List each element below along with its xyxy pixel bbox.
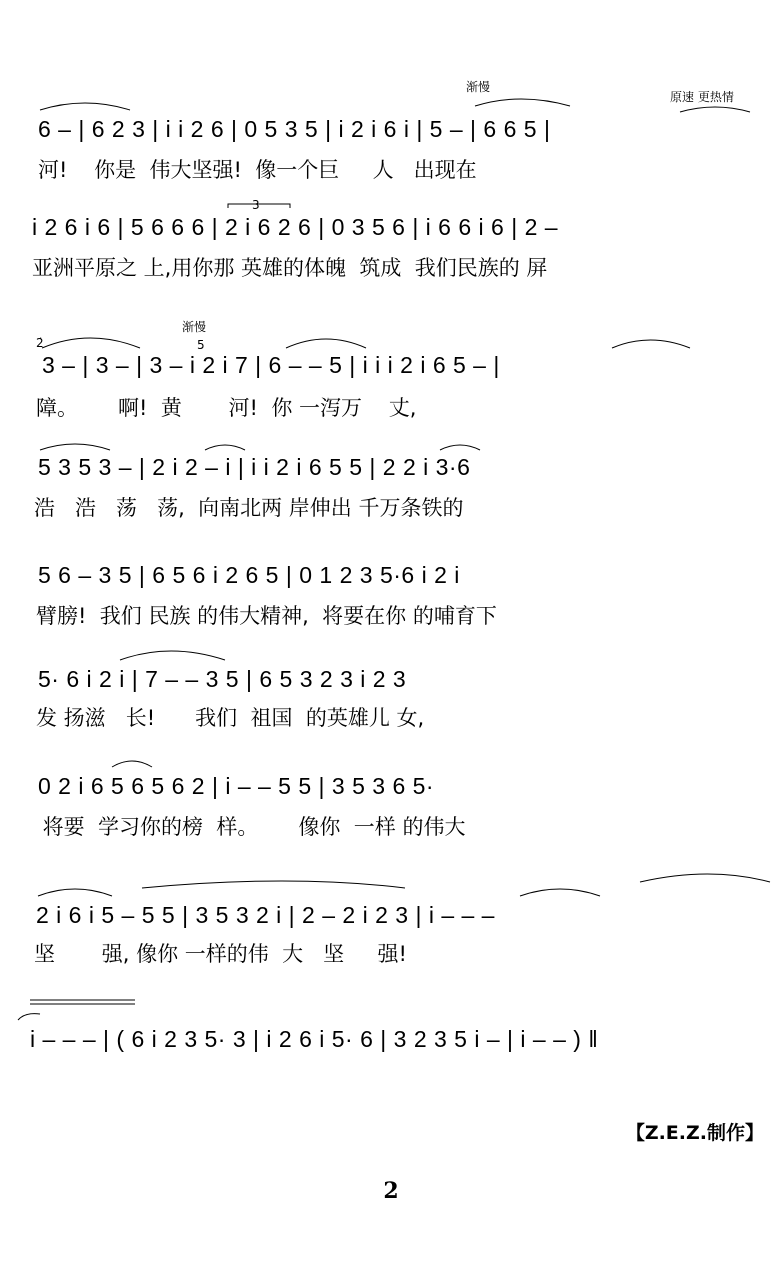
- lyrics-line: 将要 学习你的榜 样。 像你 一样 的伟大: [36, 815, 466, 839]
- system-6: [0, 640, 782, 740]
- grace-note: 2̇: [36, 336, 44, 350]
- system-2: [0, 180, 782, 290]
- lyrics-line: 障。 啊! 黄 河! 你 一泻万 丈,: [36, 396, 417, 420]
- system-9: [0, 990, 782, 1070]
- tempo-mark-yuansu: 原速 更热情: [670, 90, 734, 104]
- system-7: [0, 745, 782, 845]
- notation-line: i – – – | ( 6 i 2 3 5· 3 | i 2 6 i 5· 6 | 3 2 3 5 i – | i – – ) ‖: [30, 1026, 599, 1052]
- system-4: [0, 430, 782, 530]
- system-1: [0, 60, 782, 180]
- tempo-mark-jianman: 渐慢: [466, 80, 491, 94]
- notation-line: 5 6 – 3 5 | 6 5 6 i 2 6 5 | 0 1 2 3 5·6 i 2 i: [38, 562, 460, 588]
- notation-line: 6 – | 6 2 3 | i i 2 6 | 0 5 3 5 | i 2 i 6 i | 5 – | 6 6 5 |: [38, 116, 551, 142]
- notation-line: 2 i 6 i 5 – 5 5 | 3 5 3 2 i | 2 – 2 i 2 3 | i – – –: [36, 902, 495, 928]
- page-number: 2: [383, 1178, 399, 1204]
- lyrics-line: 臂膀! 我们 民族 的伟大精神, 将要在你 的哺育下: [36, 604, 497, 628]
- grace-note: 5: [197, 338, 205, 352]
- lyrics-line: 发 扬滋 长! 我们 祖国 的英雄儿 女,: [36, 706, 425, 730]
- lyrics-line: 亚洲平原之 上,用你那 英雄的体魄 筑成 我们民族的 屏: [32, 256, 548, 280]
- lyrics-line: 浩 浩 荡 荡, 向南北两 岸伸出 千万条铁的: [34, 496, 464, 520]
- system-3: [0, 300, 782, 420]
- lyrics-line: 河! 你是 伟大坚强! 像一个巨 人 出现在: [38, 158, 477, 182]
- lyrics-line: 坚 强, 像你 一样的伟 大 坚 强!: [34, 942, 407, 966]
- notation-line: i 2 6 i 6 | 5 6 6 6 | 2 i 6 2 6 | 0 3 5 6 | i 6 6 i 6 | 2 –: [32, 214, 559, 240]
- system-5: [0, 540, 782, 640]
- system-8: [0, 860, 782, 970]
- triplet-mark: 3: [252, 198, 260, 212]
- notation-line: 5· 6 i 2 i | 7 – – 3 5 | 6 5 3 2 3 i 2 3: [38, 666, 407, 692]
- notation-line: 3 – | 3 – | 3 – i 2 i 7 | 6 – – 5 | i i i 2 i 6 5 – |: [42, 352, 500, 378]
- producer-credit: 【Z.E.Z.制作】: [625, 1122, 764, 1144]
- tempo-mark-jianman: 渐慢: [182, 320, 207, 334]
- notation-line: 0 2 i 6 5 6 5 6 2 | i – – 5 5 | 3 5 3 6 5·: [38, 773, 435, 799]
- notation-line: 5 3 5 3 – | 2 i 2 – i | i i 2 i 6 5 5 | 2 2 i 3·6: [38, 454, 471, 480]
